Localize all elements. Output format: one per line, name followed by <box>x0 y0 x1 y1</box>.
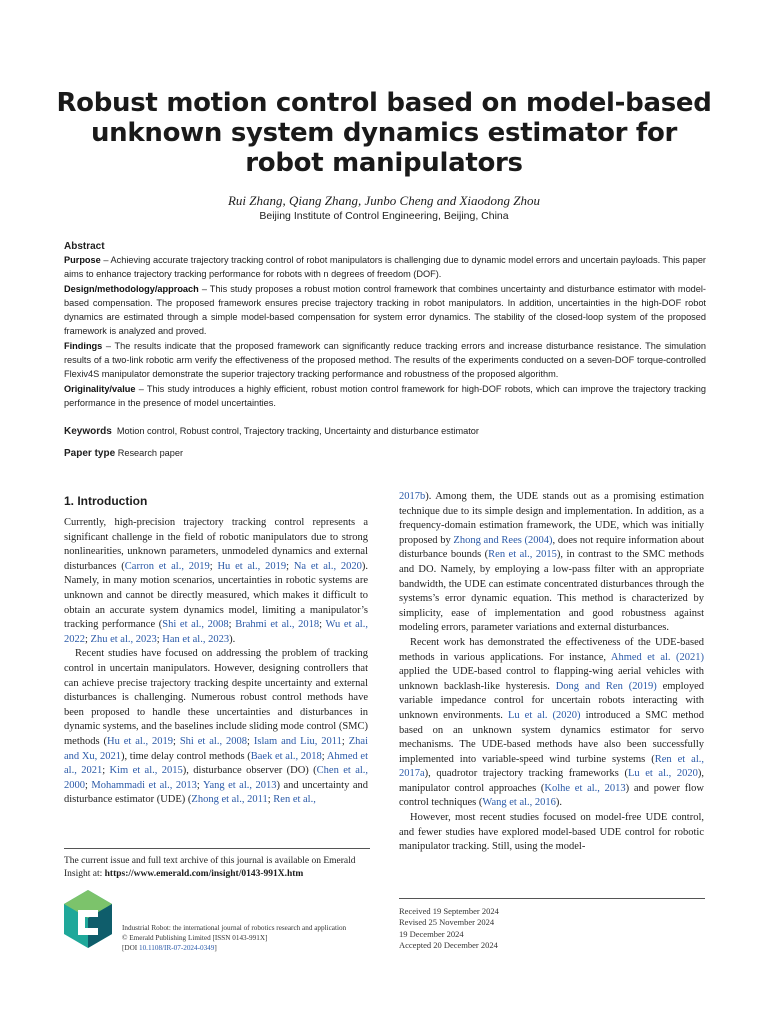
citation-link[interactable]: Lu et al. (2020) <box>507 709 581 721</box>
design-label: Design/methodology/approach <box>64 284 199 294</box>
body-text: ) and power flow control techniques ( <box>399 782 704 809</box>
citation-link[interactable]: Han et al., 2023 <box>162 633 230 645</box>
doi-prefix: [DOI <box>122 944 139 952</box>
journal-info <box>122 923 377 953</box>
citation-link[interactable]: Ren et al., 2015 <box>488 549 557 561</box>
citation-link[interactable]: Hu et al., 2019 <box>107 735 173 747</box>
body-paragraph <box>399 636 704 811</box>
date-revised-2: 19 December 2024 <box>399 928 464 939</box>
citation-link[interactable]: Carron et al., 2019 <box>124 560 210 572</box>
paper-title <box>40 88 728 178</box>
body-text: ; <box>267 794 274 806</box>
abstract-purpose <box>64 253 706 281</box>
purpose-label: Purpose <box>64 255 101 265</box>
body-text: applied the UDE-based control to flapping-wing aerial vehicles with unknown backlash-like hysteresis. <box>399 666 704 692</box>
affiliation: Beijing Institute of Control Engineering, Beijing, China <box>259 210 509 222</box>
title-line-3: robot manipulators <box>245 148 523 178</box>
body-text: ), disturbance observer (DO) ( <box>182 765 317 777</box>
doi-link[interactable]: 10.1108/IR-07-2024-0349 <box>138 944 215 952</box>
findings-label: Findings <box>64 341 103 351</box>
date-received: Received 19 September 2024 <box>399 906 499 916</box>
citation-link[interactable]: Zhu et al., 2023 <box>90 633 157 645</box>
design-text: – This study proposes a robust motion control framework that combines uncertainty and disturbance estimator with model-based compensation. The proposed framework ensures precise trajectory tracking in robot manipulators. In addition, uncertainties in the high-DOF robot dynamics are estimated through a simple model-based compensation for system error dynamics. The stability of the closed-loop system of the proposed framework is analyzed and proved. <box>64 284 706 336</box>
citation-link[interactable]: 2017b <box>399 491 426 502</box>
body-text: ). <box>555 797 563 809</box>
body-text: ), time delay control methods ( <box>121 750 251 762</box>
journal-publisher: © Emerald Publishing Limited [ISSN 0143-991X] <box>122 934 268 942</box>
body-text: employed variable impedance control for uncertain robots interacting with unknown environments. <box>399 680 704 721</box>
citation-link[interactable]: Shi et al., 2008 <box>179 735 248 747</box>
keywords-text: Motion control, Robust control, Trajectory tracking, Uncertainty and disturbance estimator <box>116 426 479 436</box>
body-text: Recent work has demonstrated the effectiveness of the UDE-based methods in various applications. For instance, <box>399 636 704 663</box>
body-text: , does not require information about disturbance bounds ( <box>399 534 704 561</box>
body-text: ; <box>173 735 180 747</box>
history-dates <box>399 906 599 952</box>
citation-link[interactable]: Wu et al., 2022 <box>64 619 368 645</box>
abstract <box>64 240 706 411</box>
citation-link[interactable]: Ren et al., 2017a <box>399 753 704 780</box>
body-text: ; <box>228 619 236 631</box>
originality-label: Originality/value <box>64 384 136 394</box>
citation-link[interactable]: Hu et al., 2019 <box>217 560 287 572</box>
body-text: Recent studies have focused on addressing the problem of tracking control in uncertain manipulators. However, designing controllers that can achieve precise trajectory tracking despite uncertainty and external disturbances is challenging. Numerous robust control methods have been proposed to handle these uncertainties and disturbances in dynamic systems, and the baselines include sliding mode control (SMC) methods ( <box>64 648 368 747</box>
body-paragraph <box>399 811 704 855</box>
body-paragraph <box>64 647 368 808</box>
citation-link[interactable]: Baek et al., 2018 <box>250 750 322 762</box>
citation-link[interactable]: Zhong et al., 2011 <box>191 794 268 806</box>
body-text: ; <box>321 750 327 762</box>
body-text: ; <box>156 633 163 645</box>
citation-link[interactable]: Wang et al., 2016 <box>482 797 556 809</box>
access-note <box>64 855 370 881</box>
body-text: ), quadrotor trajectory tracking frameworks ( <box>424 768 628 780</box>
citation-link[interactable]: Dong and Ren (2019) <box>555 680 657 692</box>
citation-link[interactable]: Lu et al., 2020 <box>627 768 698 780</box>
body-paragraph <box>399 490 704 636</box>
section-heading: 1. Introduction <box>64 494 148 508</box>
authors: Rui Zhang, Qiang Zhang, Junbo Cheng and Xiaodong Zhou <box>227 193 540 208</box>
body-text: ; <box>85 633 91 645</box>
paper-type-text: Research paper <box>117 448 184 458</box>
emerald-logo-icon <box>64 890 112 948</box>
access-url-link[interactable]: https://www.emerald.com/insight/0143-991X.htm <box>104 869 304 879</box>
citation-link[interactable]: Shi et al., 2008 <box>162 619 229 631</box>
citation-link[interactable]: Chen et al., 2000 <box>64 765 369 791</box>
right-column <box>399 490 704 855</box>
citation-link[interactable]: Kim et al., 2015 <box>109 765 183 777</box>
body-text: ; <box>209 560 218 572</box>
doi-suffix: ] <box>214 944 217 952</box>
journal-name: Industrial Robot: the international journal of robotics research and application <box>122 924 347 932</box>
citation-link[interactable]: Zhong and Rees (2004) <box>453 534 553 546</box>
citation-link[interactable]: Ahmed et al., 2021 <box>64 750 368 777</box>
keywords-label: Keywords <box>64 426 112 437</box>
citation-link[interactable]: Islam and Liu, 2011 <box>253 735 342 747</box>
body-text: ; <box>196 779 203 791</box>
citation-link[interactable]: Ren et al., <box>273 794 316 806</box>
body-text: ). <box>229 633 236 645</box>
abstract-originality <box>64 382 706 410</box>
keywords <box>64 426 714 437</box>
findings-text: – The results indicate that the proposed framework can significantly reduce tracking errors and increase disturbance resistance. The simulation results of a two-link robotic arm verify the effectiveness of the proposed method. The results of the experiments conducted on a seven-DOF torque-controlled Flexiv4S manipulator demonstrate the superior trajectory tracking performance and robustness of the proposed algorithm. <box>64 341 706 379</box>
citation-link[interactable]: Brahmi et al., 2018 <box>235 619 320 631</box>
abstract-findings <box>64 339 706 381</box>
citation-link[interactable]: Zhai and Xu, 2021 <box>64 735 369 762</box>
left-column <box>64 516 368 808</box>
journal-doi <box>122 943 377 953</box>
citation-link[interactable]: Ahmed et al. (2021) <box>610 651 704 663</box>
body-text: ) and uncertainty and disturbance estimator (UDE) ( <box>64 779 368 806</box>
body-text: ), in contrast to the SMC methods and DO. Namely, by employing a low-pass filter with an appropriate bandwidth, the UDE can estimate concentrated disturbances through the systems’s error dynamic equation. This method is characterized by simplicity, ease of implementation and good robustness against modeling errors, parameter variations and external disturbances. <box>399 549 704 634</box>
body-text: ; <box>85 779 92 791</box>
date-revised: Revised 25 November 2024 <box>399 917 495 928</box>
body-text: However, most recent studies focused on model-free UDE control, and fewer studies have explored model-based UDE control for robotic manipulator tracking. Still, using the model- <box>399 812 704 853</box>
access-note-text: The current issue and full text archive of this journal is available on Emerald Insight at: <box>64 856 356 879</box>
abstract-design <box>64 282 706 338</box>
body-text: ). Among them, the UDE stands out as a promising estimation technique due to its simple design and implementation. In addition, as a frequency-domain estimation framework, the UDE, which was initially proposed by <box>399 491 704 546</box>
body-text: introduced a SMC method based on an unknown system dynamics estimator for servo mechanisms. The UDE-based methods have also been successfully implemented into variable-speed wind turbine systems ( <box>399 709 704 765</box>
body-text: ; <box>102 765 110 777</box>
body-text: ). Namely, in many motion scenarios, uncertainties in robotic systems are unknown and cannot be directly measured, which makes it difficult to obtain an accurate system dynamics model, limiting a manipulator’s tracking performance ( <box>64 560 368 631</box>
date-accepted: Accepted 20 December 2024 <box>399 940 498 951</box>
body-text: ), manipulator control approaches ( <box>399 768 704 794</box>
citation-link[interactable]: Na et al., 2020 <box>293 560 362 572</box>
footnote-divider <box>64 848 370 849</box>
title-line-1: Robust motion control based on model-based <box>56 88 712 118</box>
originality-text: – This study introduces a highly efficient, robust motion control framework for high-DOF robots, which can improve the trajectory tracking performance in the presence of model uncertainties. <box>64 384 706 408</box>
citation-link[interactable]: Kolhe et al., 2013 <box>544 782 626 794</box>
citation-link[interactable]: Yang et al., 2013 <box>202 779 277 791</box>
title-line-2: unknown system dynamics estimator for <box>90 118 678 148</box>
body-paragraph <box>64 516 368 647</box>
purpose-text: – Achieving accurate trajectory tracking control of robot manipulators is challenging due to dynamic model errors and uncertain payloads. This paper aims to enhance trajectory tracking performance for robots with n degrees of freedom (DOF). <box>64 255 706 279</box>
abstract-heading: Abstract <box>64 241 105 252</box>
dates-divider <box>399 898 705 899</box>
body-text: Currently, high-precision trajectory tracking control represents a significant challenge in the field of robotic manipulators due to strong nonlinearities, unknown parameters, unmodeled dynamics and external disturbances ( <box>64 517 368 572</box>
paper-type-label: Paper type <box>64 448 116 459</box>
body-text: ; <box>286 560 294 572</box>
body-text: ; <box>319 619 326 631</box>
body-text: ; <box>247 735 254 747</box>
citation-link[interactable]: Mohammadi et al., 2013 <box>91 779 197 791</box>
paper-type <box>64 448 183 459</box>
body-text: ; <box>341 735 349 747</box>
